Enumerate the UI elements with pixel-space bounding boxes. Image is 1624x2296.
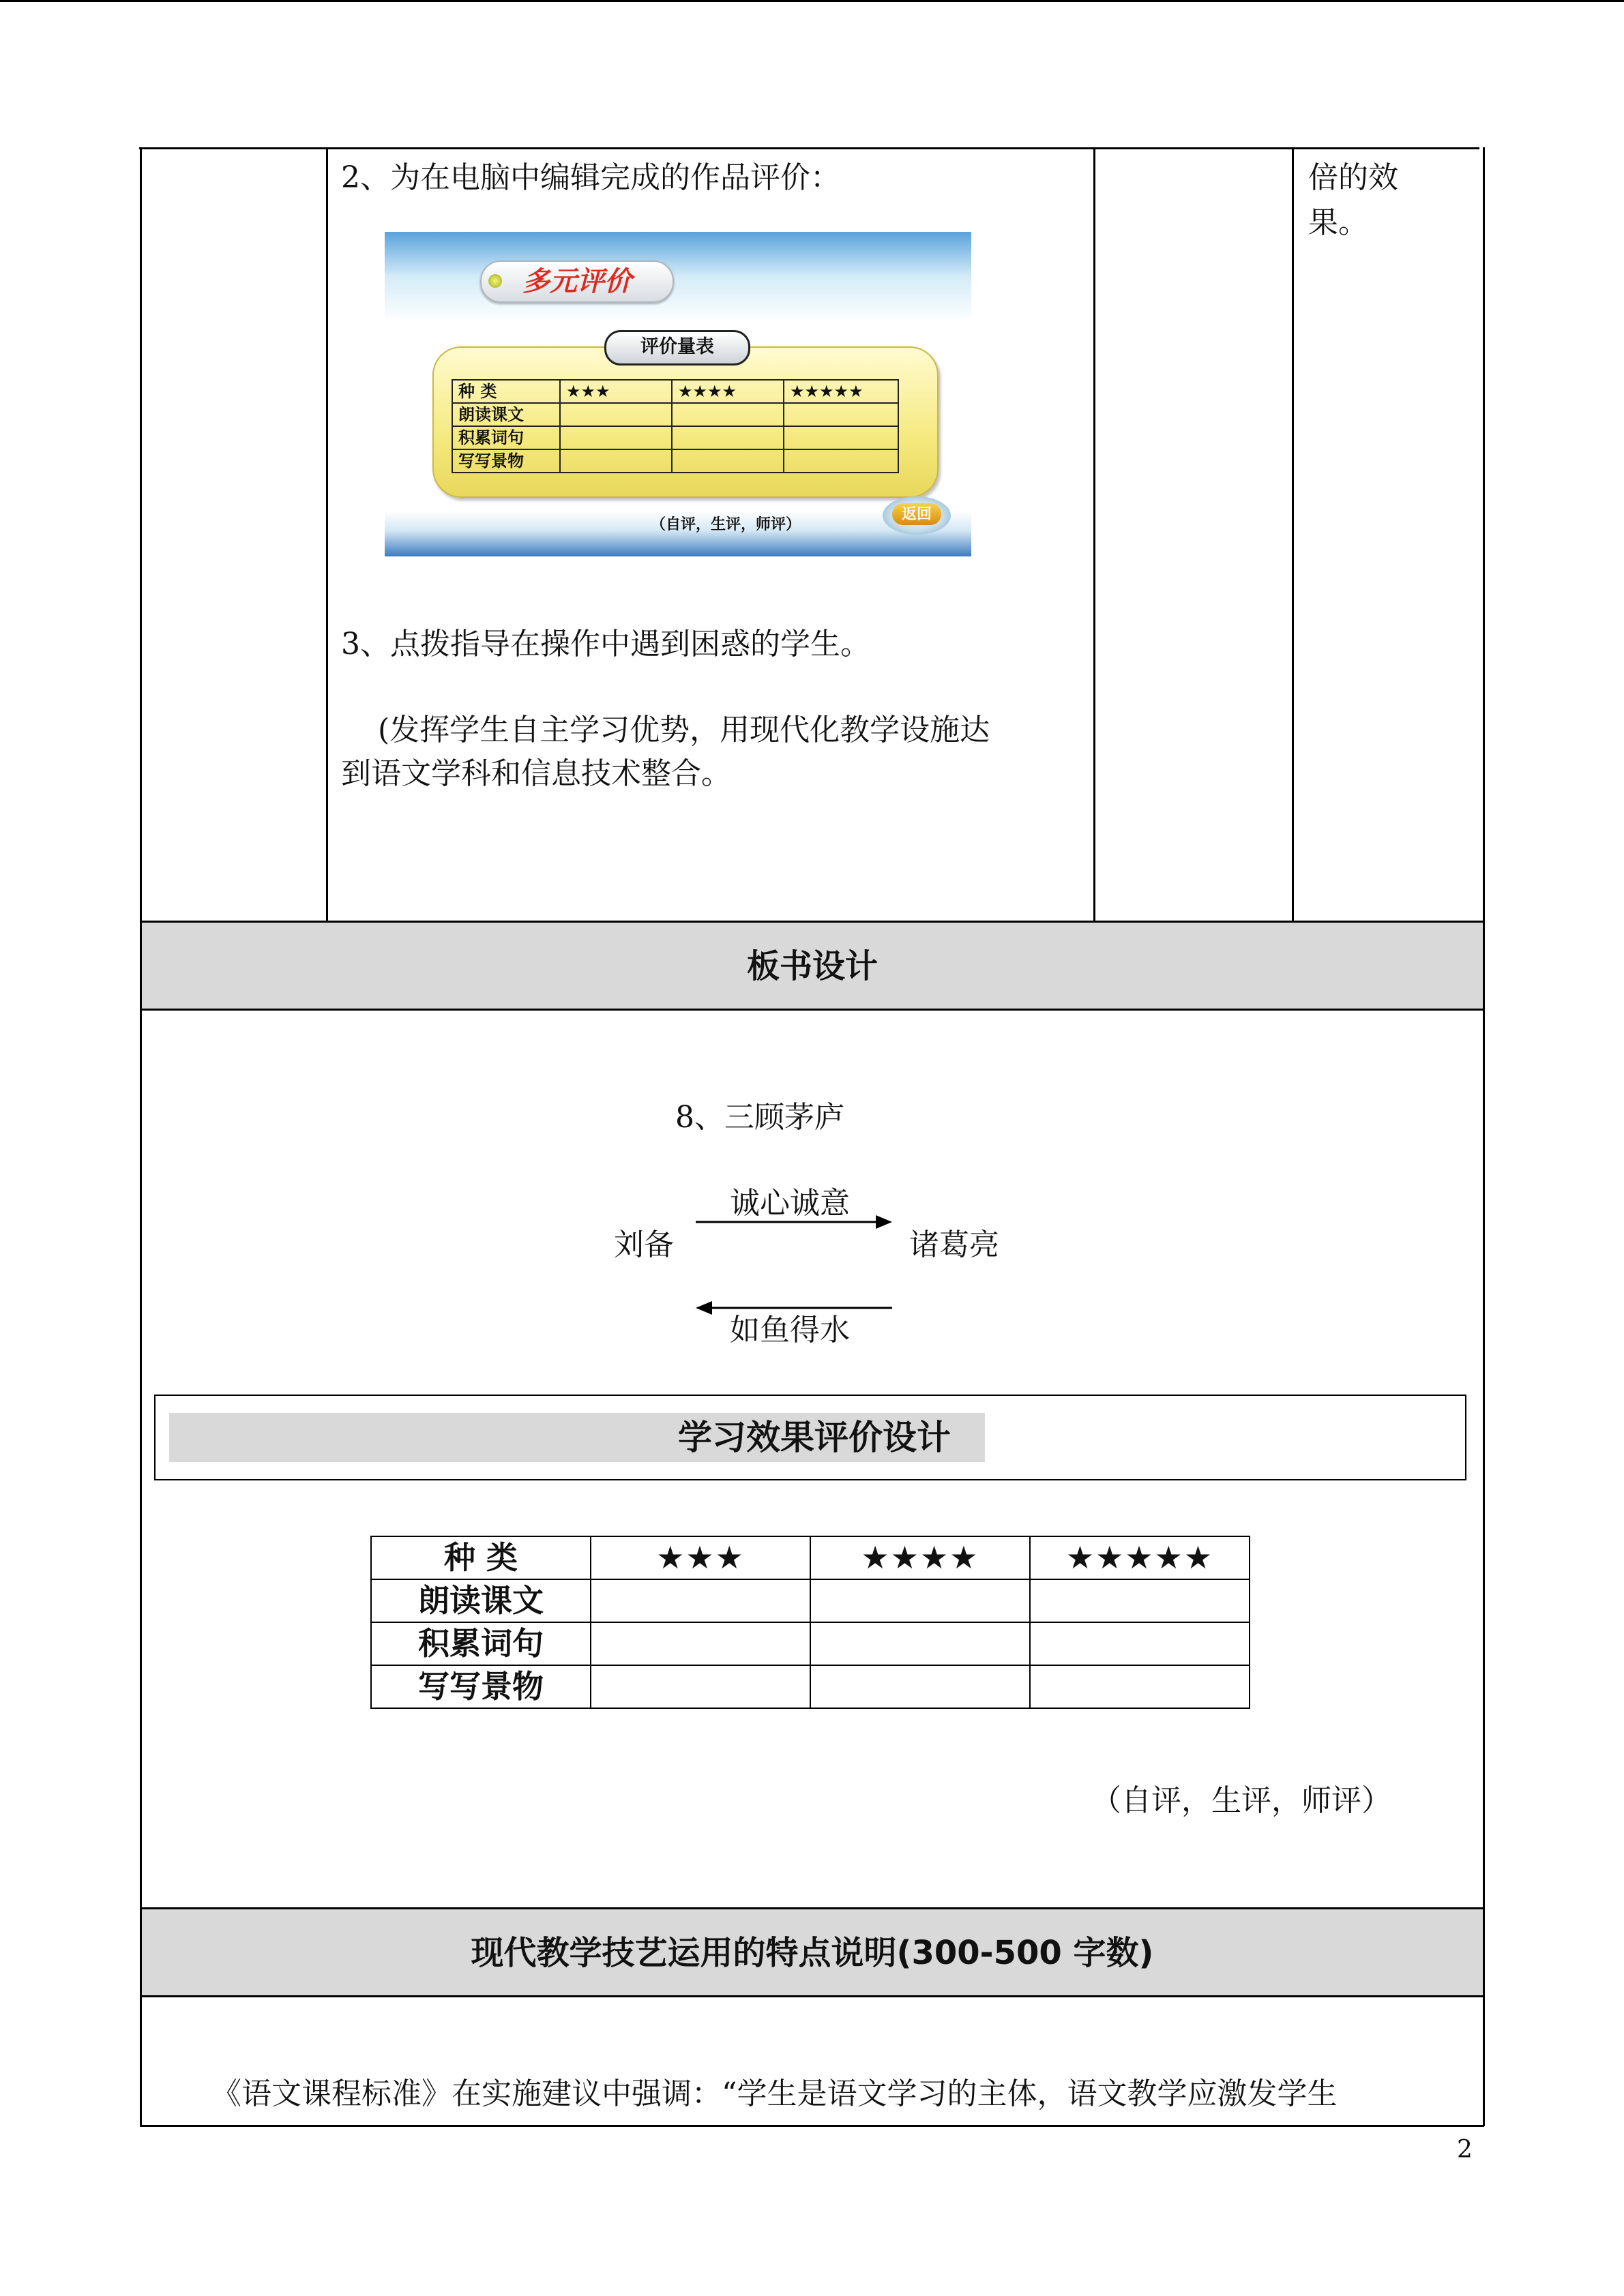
badge-dot-icon	[488, 274, 502, 288]
evaluation-header-cell: 种 类	[371, 1536, 591, 1579]
board-arrows	[682, 1207, 900, 1316]
board-left-name: 刘备	[614, 1227, 674, 1262]
right-col-text-1: 倍的效	[1308, 160, 1398, 195]
page-top-border	[0, 0, 1624, 2]
slide-header-cell: 种 类	[452, 380, 560, 403]
slide-return-button	[883, 496, 951, 535]
col-divider-1	[326, 147, 328, 922]
step-2-text: 2、为在电脑中编辑完成的作品评价：	[341, 160, 840, 195]
page-number: 2	[1457, 2136, 1473, 2164]
slide-row-label: 写写景物	[452, 449, 560, 473]
evaluation-row-label: 朗读课文	[371, 1579, 591, 1622]
evaluation-header-cell: ★★★★★	[1030, 1536, 1250, 1579]
board-arrow-bottom-label: 如鱼得水	[730, 1313, 850, 1347]
slide-row-label: 积累词句	[452, 426, 560, 449]
evaluation-table-row	[371, 1579, 1250, 1622]
table-top-border	[139, 147, 1479, 149]
slide-header-cell: ★★★★★	[784, 380, 898, 403]
slide-table	[452, 379, 899, 473]
board-arrow-top-label: 诚心诚意	[730, 1186, 850, 1221]
slide-badge-label: 多元评价	[522, 265, 632, 297]
board-right-name: 诸葛亮	[909, 1227, 999, 1262]
slide-header-cell: ★★★	[560, 380, 672, 403]
right-col-text-2: 果。	[1308, 205, 1368, 240]
table-right-border	[1483, 147, 1485, 2126]
slide-table-row	[452, 449, 898, 473]
board-section-title: 板书设计	[746, 947, 878, 985]
evaluation-slide-image	[385, 232, 971, 556]
evaluation-table	[370, 1536, 1250, 1709]
evaluation-table-header	[371, 1536, 1250, 1579]
slide-row-label: 朗读课文	[452, 403, 560, 426]
slide-tag: 评价量表	[604, 330, 750, 366]
slide-table-header	[452, 380, 898, 403]
board-title: 8、三顾茅庐	[675, 1100, 844, 1135]
evaluation-header-cell: ★★★★	[810, 1536, 1030, 1579]
tech-paragraph: 《语文课程标准》在实施建议中强调：“学生是语文学习的主体，语文教学应激发学生	[211, 2076, 1338, 2111]
evaluation-table-row	[371, 1622, 1250, 1665]
slide-table-row	[452, 426, 898, 449]
step-3-text: 3、点拨指导在操作中遇到困惑的学生。	[341, 627, 870, 661]
evaluation-row-label: 积累词句	[371, 1622, 591, 1665]
table-bottom-border	[140, 2125, 1484, 2127]
row-divider	[140, 1009, 1484, 1011]
note-line-1: (发挥学生自主学习优势，用现代化教学设施达	[378, 713, 990, 747]
slide-footer: （自评，生评，师评）	[651, 516, 801, 533]
table-left-border	[140, 147, 142, 2126]
row-divider	[140, 1995, 1484, 1997]
tech-section-title: 现代教学技艺运用的特点说明(300-500 字数)	[471, 1934, 1154, 1972]
slide-return-label: 返回	[892, 503, 941, 525]
slide-header-cell: ★★★★	[672, 380, 784, 403]
col-divider-3	[1292, 147, 1294, 922]
evaluation-footer: （自评，生评，师评）	[1091, 1783, 1391, 1818]
slide-badge	[480, 260, 674, 303]
slide-table-row	[452, 403, 898, 426]
evaluation-section-title: 学习效果评价设计	[678, 1418, 951, 1457]
col-divider-2	[1093, 147, 1095, 922]
evaluation-table-row	[371, 1665, 1250, 1708]
note-line-2: 到语文学科和信息技术整合。	[341, 756, 731, 791]
evaluation-header-cell: ★★★	[591, 1536, 810, 1579]
arrow-right-icon	[696, 1215, 892, 1229]
evaluation-row-label: 写写景物	[371, 1665, 591, 1708]
